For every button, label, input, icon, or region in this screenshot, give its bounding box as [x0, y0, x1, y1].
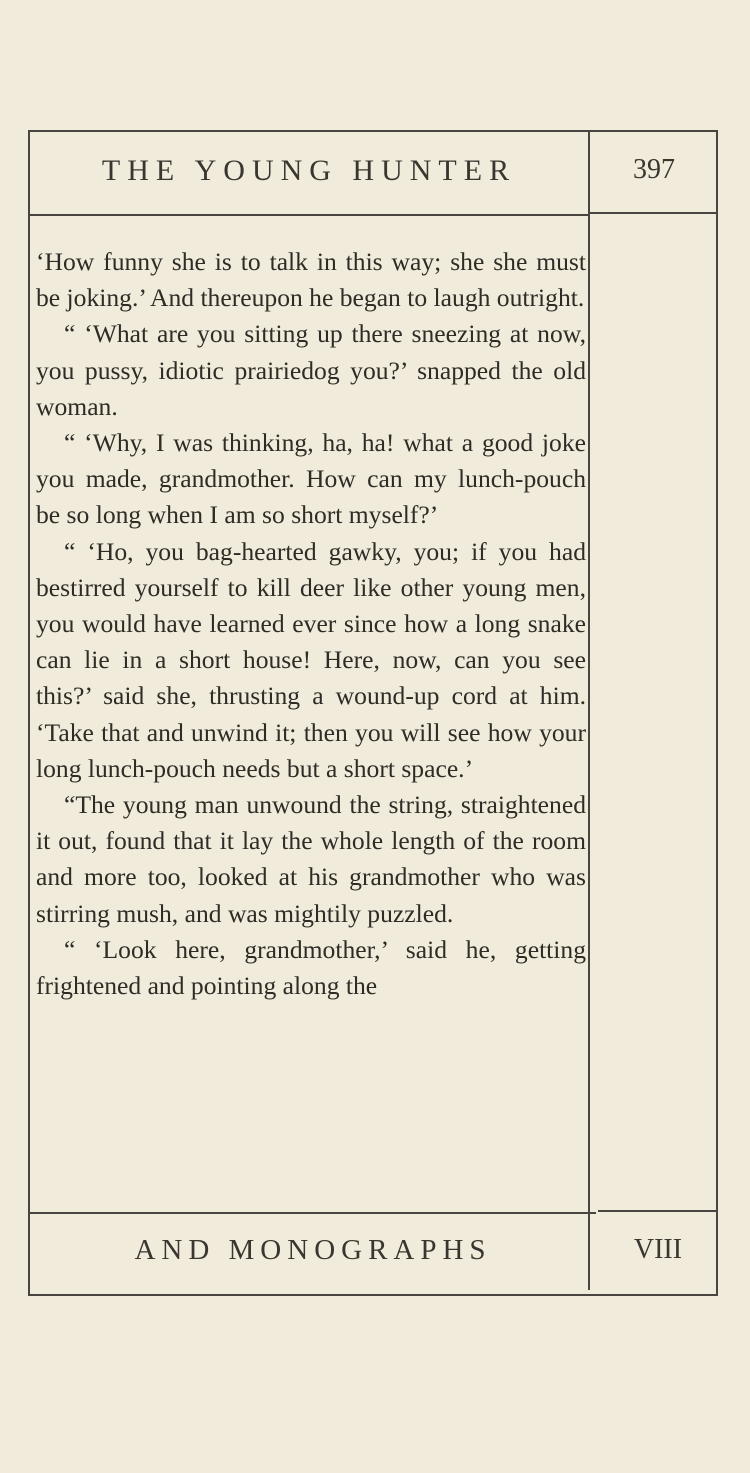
paragraph: “ ‘Look here, grandmother,’ said he, getting frightened and pointing along the [36, 934, 586, 1001]
footer-rule-left [30, 1212, 596, 1214]
paragraph: ‘How funny she is to talk in this way; she she must be joking.’ And thereupon he began to laugh outright. [36, 247, 586, 313]
footer-rule-right [598, 1210, 718, 1212]
paragraph: “The young man unwound the string, straightened it out, found that it lay the whole length of the room and more too, looked at his grandmother who was stirring mush, and was mightily puzzled. [36, 790, 586, 928]
page-frame [28, 130, 718, 1296]
paragraph: “ ‘Why, I was thinking, ha, ha! what a good joke you made, grandmother. How can my lunch-pouch be so long when I am so short myself?’ [36, 428, 586, 530]
paragraph: “ ‘What are you sitting up there sneezing at now, you pussy, idiotic prairiedog you?’ snapped the old woman. [36, 319, 586, 421]
column-divider [588, 132, 590, 1290]
paragraph: “ ‘Ho, you bag-hearted gawky, you; if you had bestirred yourself to kill deer like other young men, you would have learned ever since how a long snake can lie in a short house! Here, now, can you see this?’ said she, thrusting a wound-up cord at him. ‘Take that and unwind it; then you will see how your long lunch-pouch needs but a short space.’ [36, 536, 586, 783]
header-rule-left [30, 214, 588, 216]
header-rule-right [590, 212, 718, 214]
volume-number: VIII [633, 1234, 683, 1265]
page-number: 397 [633, 154, 675, 185]
running-foot-title: AND MONOGRAPHS [134, 1234, 492, 1266]
body-text [36, 244, 586, 1004]
running-head-title: THE YOUNG HUNTER [101, 154, 517, 187]
